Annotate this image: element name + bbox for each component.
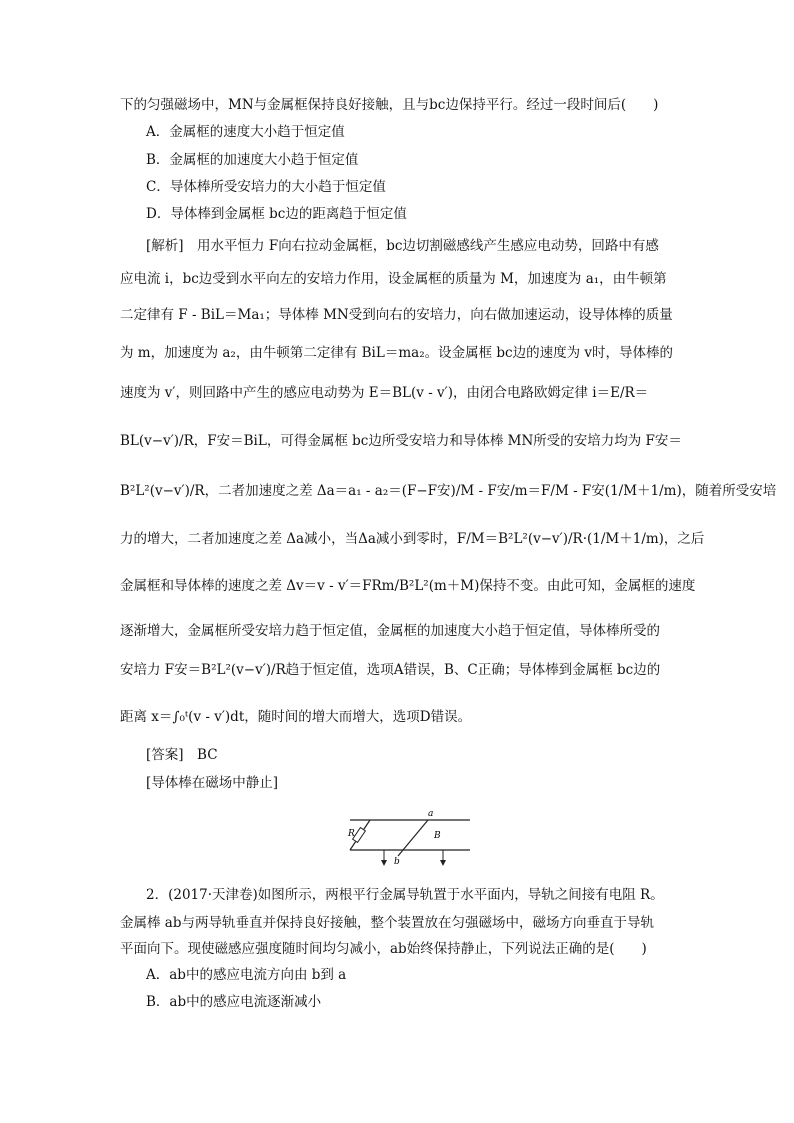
analysis-line: 安培力 F安＝B²L²(v−v′)/R趋于恒定值，选项A错误，B、C正确；导体棒到金属框 bc边的	[120, 662, 661, 678]
question1-option-a: A．金属框的速度大小趋于恒定值	[146, 124, 345, 140]
question2-line: 2．(2017·天津卷)如图所示，两根平行金属导轨置于水平面内，导轨之间接有电阻 R。	[146, 887, 664, 903]
analysis-line: 金属框和导体棒的速度之差 Δv＝v - v′＝FRm/B²L²(m＋M)保持不变。由此可知，金属框的速度	[120, 578, 696, 594]
section-title: [导体棒在磁场中静止]	[146, 775, 279, 791]
analysis-line: BL(v−v′)/R，F安＝BiL，可得金属框 bc边所受安培力和导体棒 MN所受的安培力均为 F安＝	[120, 433, 682, 449]
question1-option-b: B．金属框的加速度大小趋于恒定值	[146, 152, 359, 168]
label-a: a	[428, 809, 434, 819]
answer-label: [答案] BC	[146, 747, 218, 763]
question1-option-c: C．导体棒所受安培力的大小趋于恒定值	[146, 179, 386, 195]
question1-stem: 下的匀强磁场中，MN与金属框保持良好接触，且与bc边保持平行。经过一段时间后( )	[120, 97, 659, 113]
question1-option-d: D．导体棒到金属框 bc边的距离趋于恒定值	[146, 206, 407, 222]
analysis-line: 二定律有 F - BiL＝Ma₁；导体棒 MN受到向右的安培力，向右做加速运动，设导体棒的质量	[120, 307, 673, 323]
analysis-line: 逐渐增大，金属框所受安培力趋于恒定值，金属框的加速度大小趋于恒定值，导体棒所受的	[120, 623, 660, 639]
analysis-line: 应电流 i，bc边受到水平向左的安培力作用，设金属框的质量为 M，加速度为 a₁，由牛顿第	[120, 271, 667, 287]
label-r: R	[348, 829, 355, 839]
analysis-line: 速度为 v′，则回路中产生的感应电动势为 E＝BL(v - v′)，由闭合电路欧姆定律 i＝E/R＝	[120, 385, 649, 401]
analysis-line: B²L²(v−v′)/R，二者加速度之差 Δa＝a₁ - a₂＝(F−F安)/M - F安/m＝F/M - F安(1/M＋1/m)，随着所受安培	[120, 483, 777, 499]
analysis-line: 力的增大，二者加速度之差 Δa减小，当Δa减小到零时，F/M＝B²L²(v−v′)/R·(1/M＋1/m)，之后	[120, 531, 705, 547]
question2-line: 平面向下。现使磁感应强度随时间均匀减小，ab始终保持静止，下列说法正确的是( )	[120, 941, 647, 957]
circuit-diagram	[340, 800, 480, 870]
analysis-line: [解析] 用水平恒力 F向右拉动金属框，bc边切割磁感线产生感应电动势，回路中有感	[146, 238, 659, 254]
question2-option-b: B．ab中的感应电流逐渐减小	[146, 994, 322, 1010]
field-arrow-head	[381, 860, 387, 866]
question2-option-a: A．ab中的感应电流方向由 b到 a	[146, 967, 347, 983]
analysis-line: 距离 x＝∫₀ᵗ(v - v′)dt，随时间的增大而增大，选项D错误。	[120, 709, 472, 725]
label-field-b: B	[434, 831, 441, 841]
field-arrow-head	[440, 860, 446, 866]
question2-line: 金属棒 ab与两导轨垂直并保持良好接触，整个装置放在匀强磁场中，磁场方向垂直于导轨	[120, 915, 654, 931]
label-b: b	[394, 857, 400, 867]
analysis-line: 为 m，加速度为 a₂，由牛顿第二定律有 BiL＝ma₂。设金属框 bc边的速度为 v时，导体棒的	[120, 345, 674, 361]
